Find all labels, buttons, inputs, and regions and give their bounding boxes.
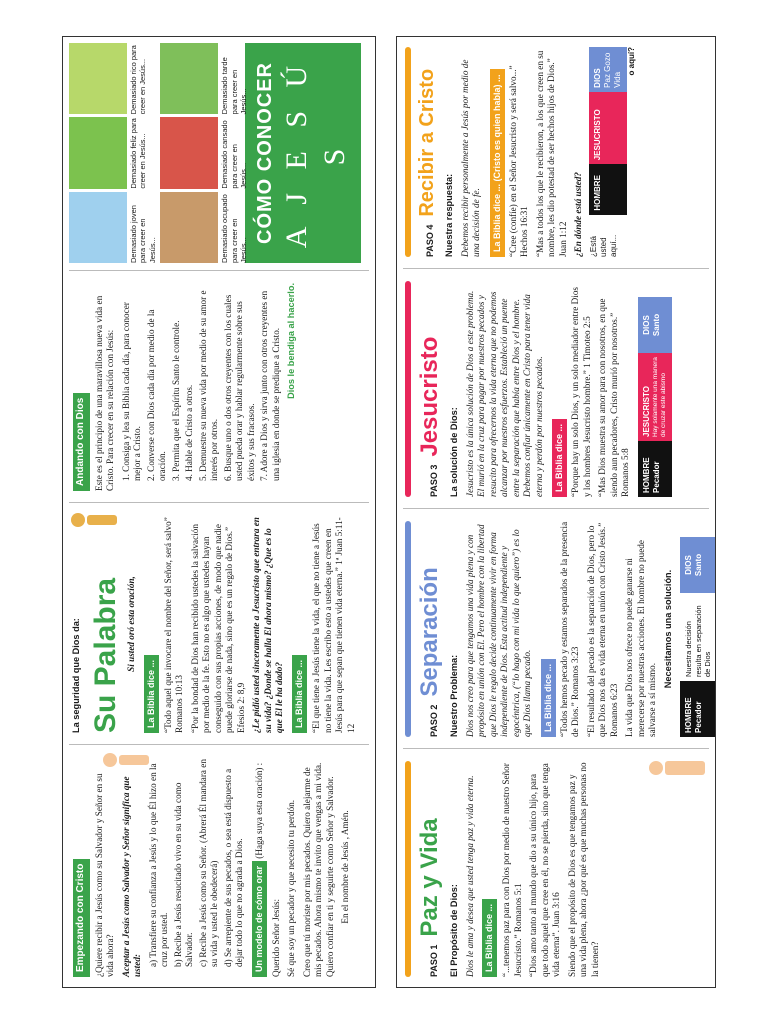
happy-illustration-icon [69, 117, 127, 188]
growth-list [121, 283, 283, 491]
person-figure-icon [103, 753, 149, 767]
brochure-front [62, 36, 376, 988]
bible-says: La Biblia dice ... [144, 655, 159, 733]
caption: Demasiado rico para creer en Jesús... [129, 45, 148, 115]
list-item: 2. Converse con Dios cada día por medio de la oración. [145, 309, 167, 481]
diagram-man: HOMBRE [589, 164, 627, 214]
list-item: 7. Adore a Dios y sirva junto con otros creyentes en una iglesia en donde se predique a Cristo. [259, 290, 281, 481]
bible-says: La Biblia dice ... [482, 899, 497, 977]
verse-2: “Mas a todos los que le recibieron, a los que creen en su nombre, les dio potestad de ser hechos hijos de Dios.” Juan 1:12 [534, 50, 568, 257]
diagram-god-sub: Santo [651, 313, 661, 337]
diagram-bridge: JESUCRISTO [641, 386, 651, 437]
panel-paso-2 [397, 511, 715, 747]
panel-empezando [63, 747, 375, 987]
panel-paso-3 [397, 271, 715, 507]
diagram-bridge-sub: Hay solamente una manera de cruzar este abismo [651, 357, 667, 437]
step-number: PASO 1 [429, 944, 439, 977]
illustration-grid [69, 43, 248, 263]
text: Dios le ama y desea que usted tenga paz y vida eterna. [464, 775, 475, 977]
bible-says-2: La Biblia dice ... [292, 655, 307, 733]
heading-empezando: Empezando con Cristo [73, 859, 90, 977]
step-bar [405, 47, 411, 257]
heading-modelo-sub: (Haga suya esta oración) : [253, 762, 264, 859]
bible-says: La Biblia dice ... [541, 659, 556, 737]
heading: Nuestra respuesta: [444, 173, 454, 257]
verse-2: “Dios amo tanto al mundo que dio a su único hijo, para que todo aquel que cree en él, no se pierda, sino que tenga vida eterna”. Juan 3:16 [528, 763, 562, 977]
praise-figure-icon [71, 513, 117, 527]
verse-2: “Por la bondad de Dios han recibido ustedes la salvación por medio de la fe. Esto no es algo que ustedes hayan conseguido con sus propias acciones, de modo que nadie puede gloriarse de nada, sino que es un regalo de Dios.” Efesios 2: 8,9 [189, 524, 246, 733]
caption: Demasiado feliz para creer en Jesús... [129, 118, 148, 189]
question: Siendo que el propósito de Dios es que tengamos paz y una vida plena, ahora ¿por qué es que muchas personas no la tienen? [566, 762, 600, 977]
bible-says: La Biblia dice ... (Cristo es quien habla) ... [490, 69, 505, 257]
blessing: Dios le bendiga al hacerlo. [286, 283, 296, 399]
money-illustration-icon [69, 43, 127, 114]
grave-illustration-icon [160, 43, 218, 114]
caption: Demasiado joven para creer en Jesús... [129, 205, 157, 263]
list-item: 3. Permita que el Espíritu Santo le controle. [170, 320, 181, 481]
text: Jesucristo es la única solución de Dios a este problema. El murió en la cruz para pagar por nuestros pecados y resucito para ofrecernos la vida eterna que no podemos alcanzar por nuestros esfuerzos. Estableció un puente entre la separación que había entre Dios y el hombre. Debemos confiar únicamente en Cristo para tener vida eterna y perdón por nuestros pecados. [464, 290, 544, 497]
panel-paso-4 [397, 37, 715, 267]
text: Debemos recibir personalmente a Jesús por medio de una decisión de fe. [459, 59, 481, 257]
separation-diagram [680, 521, 715, 737]
here-1: ¿Está usted aquí... [588, 234, 618, 257]
list-item: 4. Hable de Cristo a otros. [184, 384, 194, 481]
diagram-gap: Nuestra decisión resulta en separación de Dios [684, 605, 712, 677]
step-bar [405, 281, 411, 497]
question-2: Aceptar a Jesús como Salvador y Señor significa que usted: [120, 776, 142, 977]
busy-illustration-icon [160, 192, 218, 263]
heading: Nuestro Problema: [449, 654, 459, 737]
heading-modelo: Un modelo de cómo orar [252, 861, 267, 977]
diagram-bridge: JESUCRISTO [589, 92, 627, 164]
heading: El Propósito de Dios: [449, 884, 459, 977]
panel-su-palabra [63, 505, 375, 743]
step-number: PASO 3 [429, 464, 439, 497]
list-item: c) Recibe a Jesús como su Señor. (Abrerá Él mandara en su vida y usted le obedecerá) [197, 759, 219, 967]
intro: Este es el principio de una maravillosa nueva vida en Cristo. Para crecer en su relación con Jesús: [93, 295, 115, 491]
bible-says: La Biblia dice ... [552, 419, 567, 497]
verse-3: La vida que Dios nos ofrece no puede ganarse ni merecerse por nuestras acciones. El hombre no puede salvarse a sí mismo. [624, 540, 658, 737]
diagram-god: DIOS [592, 68, 602, 88]
decision-diagram [589, 47, 627, 257]
step-number: PASO 2 [429, 704, 439, 737]
question: ¿En dónde está usted? [573, 172, 584, 257]
question: ¿Quiere recibir a Jesús como su Salvador y Señor en su vida ahora? [93, 773, 115, 977]
step-title: Paz y Vida [416, 818, 443, 937]
panel-cover [63, 37, 375, 269]
bridge-diagram [638, 281, 672, 497]
cover-title-2: A J E S Ú S [280, 57, 351, 249]
prayer-3: Creo que tú moriste por mis pecados. Quiero alejarme de mis pecados. Ahora mismo te invito que vengas a mi vida. Quiero confiar en ti y seguirte como Señor y Salvador. [301, 762, 335, 977]
heading-seguridad: La seguridad que Dios da: [71, 618, 81, 733]
verse-2: “Mas Dios muestra su amor para con nosotros, en que siendo aun pecadores, Cristo murió por nosotros.” Romanos 5:8 [597, 298, 631, 497]
verse-1: “...tenemos paz para con Dios por medio de nuestro Señor Jesucristo.” Romanos 5:1 [501, 763, 523, 977]
diagram-man: HOMBRE [684, 697, 694, 733]
list-item: 6. Busque uno o dos otros creyentes con los cuales usted pueda orar y hablar regularmente sobre sus éxitos y sus fracasos. [222, 294, 256, 481]
prayer-1: Querido Señor Jesús: [270, 898, 281, 977]
title-su-palabra: Su Palabra [88, 577, 122, 733]
panel-paso-1 [397, 751, 715, 987]
step-bar [405, 761, 411, 977]
diagram-god: DIOS [641, 315, 651, 335]
text: Dios nos creo para que tengamos una vida plena y con propósito en unión con El. Pero el hombre con la libertad que Dios le regalo decide continuamente vivir en forma independiente de Dios. Esta actitud independiente y egocéntrica, (“lo hago con mi vida lo que quiero”) es lo que Dios llama pecado. [464, 524, 532, 737]
panel-andando [63, 273, 375, 501]
person-figure-icon [649, 761, 705, 775]
diagram-god-sub: Paz Gozo Vida [602, 52, 622, 88]
diagram-man: HOMBRE [641, 457, 651, 493]
prayer-4: En el nombre de Jesús , Amén. [340, 810, 351, 924]
cover-title-1: CÓMO CONOCER [254, 62, 276, 244]
list-item: 5. Demuestre su nueva vida por medio de su amor e interés por otros. [197, 290, 219, 481]
young-illustration-icon [69, 192, 127, 263]
list-item: d) Se arrepiente de sus pecados, o sea está dispuesto a dejar todo lo que no agrada a Dios. [222, 768, 244, 967]
diagram-god-sub: Santo [694, 553, 704, 577]
verse-3: “El que tiene a Jesús tiene la vida, el que no tiene a Jesús no tiene la vida. Les escribo esto a ustedes que creen en Jesús para que sepan que tienen vida eterna.” 1ª Juan 5:11-12 [311, 517, 356, 733]
caption: Demasiado tarde para creer en Jesús... [220, 57, 248, 115]
diagram-man-sub: Pecador [694, 701, 704, 733]
step-title: Recibir a Cristo [416, 68, 438, 217]
step-title: Separación [416, 567, 443, 697]
list-item: b) Recibe a Jesús resucitado vivo en su vida como Salvador. [172, 782, 194, 967]
verse-1: “Todo aquel que invocare el nombre del Señor, será salvo” Romanos 10:13 [162, 517, 185, 733]
verse-1: “Porque hay un solo Dios, y un solo mediador entre Dios y los hombres Jesucristo hombre.” 1 Timoteo 2:5 [570, 286, 592, 497]
step-number: PASO 4 [425, 224, 435, 257]
question: ¿Le pidió usted sinceramente a Jesucristo que entrara en su vida? ¿Donde se halla El ahora mismo? ¿Que es lo que El le ha dado? [251, 517, 285, 733]
step-bar [405, 521, 411, 737]
cover-banner [245, 43, 361, 263]
diagram-god: DIOS [684, 555, 694, 575]
tired-illustration-icon [160, 117, 218, 188]
list-item: 1. Consiga y lea su Biblia cada día, para conocer mejor a Cristo. [120, 302, 142, 481]
verse-1: “Todos hemos pecado y estamos separados de la presencia de Dios.” Romanos 3:23 [558, 521, 581, 737]
heading-andando: Andando con Dios [73, 393, 90, 491]
here-2: o aquí? [626, 47, 636, 76]
steps-list [148, 757, 246, 977]
diagram-man-sub: Pecador [651, 461, 661, 493]
need-solution: Necesitamos una solución. [662, 569, 673, 689]
verse-2: “El resultado del pecado es la separación de Dios, pero lo que Dios nos da es vida eterna en unión con Cristo Jesús.” Romanos 6:23 [585, 522, 619, 737]
caption: Demasiado cansado para creer en Jesús... [220, 120, 248, 189]
brochure-back [396, 36, 716, 988]
list-item: a) Transfiere su confianza a Jesús y lo que Él hizo en la cruz por usted. [147, 763, 169, 967]
prayer-2: Sé que soy un pecador y que necesito tu perdón. [286, 799, 297, 977]
verse-1: “Cree (confíe) en el Señor Jesucristo y será salvo...” Hechos 16:31 [507, 65, 530, 257]
subtitle: Si usted oró esta oración, [126, 576, 136, 672]
step-title: Jesucristo [416, 336, 443, 457]
caption: Demasiado ocupado para creer en Jesús... [220, 194, 248, 263]
heading: La solución de Dios: [449, 407, 459, 497]
